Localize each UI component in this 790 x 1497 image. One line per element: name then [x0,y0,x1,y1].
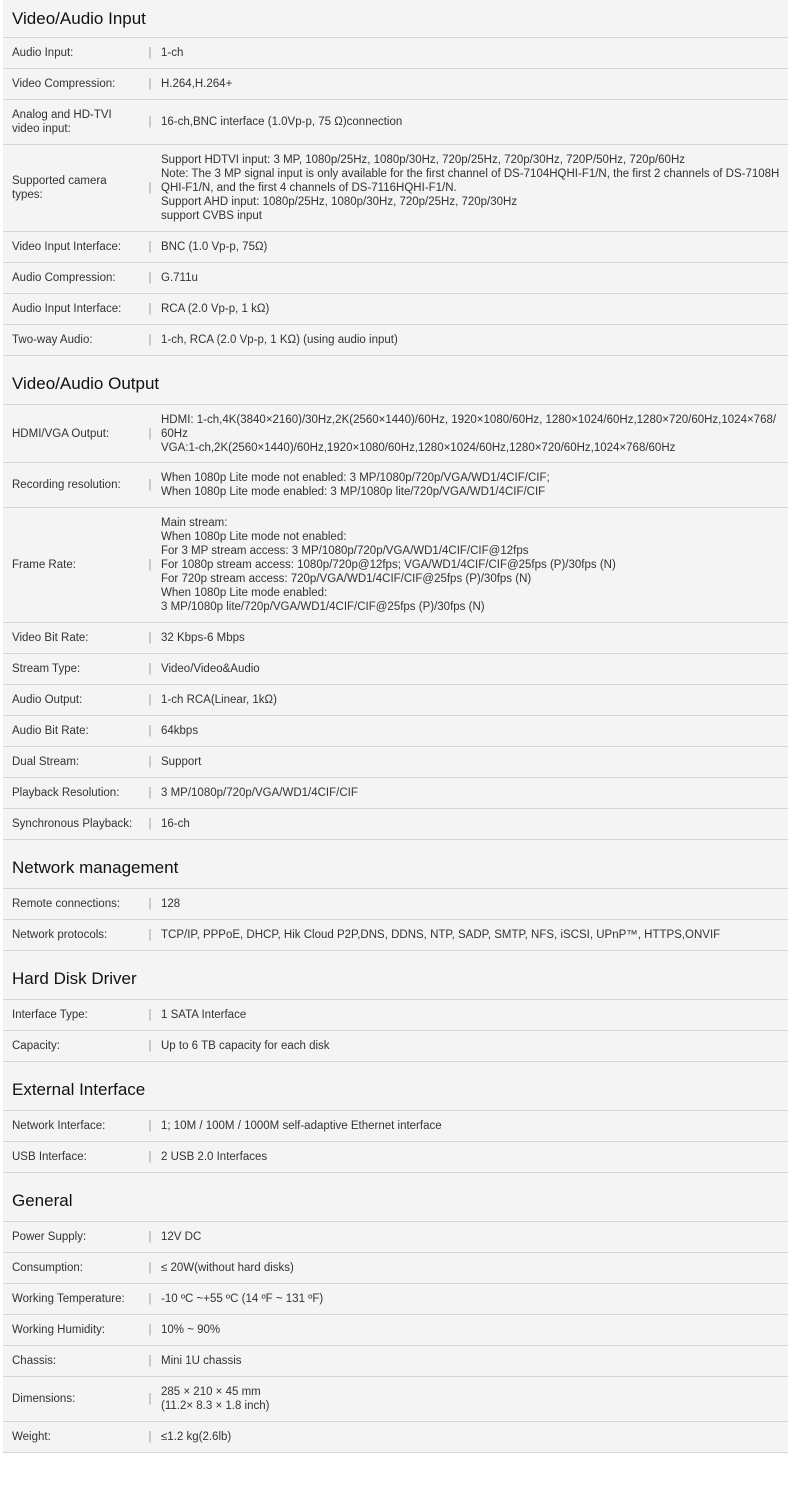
spec-section [3,356,788,840]
spec-label: Recording resolution: [12,479,121,491]
separator: | [148,787,152,799]
separator: | [148,559,152,571]
spec-row [3,1422,788,1453]
spec-value: 1-ch RCA(Linear, 1kΩ) [161,694,277,706]
spec-value: ≤ 20W(without hard disks) [161,1262,294,1274]
separator: | [148,479,152,491]
separator: | [148,1293,152,1305]
separator: | [148,818,152,830]
spec-value: 1-ch, RCA (2.0 Vp-p, 1 KΩ) (using audio input) [161,334,398,346]
spec-row [3,778,788,809]
spec-label: Audio Bit Rate: [12,725,89,737]
spec-row [3,685,788,716]
spec-value: 16-ch [161,818,190,830]
spec-value: Support [161,756,202,768]
spec-row [3,294,788,325]
spec-value: TCP/IP, PPPoE, DHCP, Hik Cloud P2P,DNS, DDNS, NTP, SADP, SMTP, NFS, iSCSI, UPnP™, HTTPS,ONVIF [161,929,721,941]
spec-row [3,1142,788,1173]
separator: | [148,1355,152,1367]
separator: | [148,929,152,941]
spec-label: HDMI/VGA Output: [12,427,110,440]
spec-section [3,840,788,951]
section-title: Video/Audio Output [3,356,788,405]
spec-sheet [3,0,788,1453]
spec-label: Dual Stream: [12,756,80,768]
spec-row [3,38,788,69]
spec-value: 1; 10M / 100M / 1000M self-adaptive Ethernet interface [161,1120,442,1132]
spec-row [3,508,788,623]
spec-label: Network Interface: [12,1120,106,1132]
section-title: External Interface [3,1062,788,1111]
spec-label: Interface Type: [12,1009,88,1021]
separator: | [148,1324,152,1336]
separator: | [148,78,152,90]
spec-value: 10% ~ 90% [161,1324,221,1336]
spec-value: RCA (2.0 Vp-p, 1 kΩ) [161,303,270,315]
spec-row [3,1111,788,1142]
spec-label: Video Bit Rate: [12,632,89,644]
spec-value: Main stream: When 1080p Lite mode not enabled: For 3 MP stream access: 3 MP/1080p/720p/VGA/WD1/4CIF/CIF@12fps For 1080p stream access: 1080p/720p@12fps; VGA/WD1/4CIF/CIF@25fps (P)/30fps (N) For 720p stream access: 720p/VGA/WD1/4CIF/CIF@25fps (P)/30fps (N) When 1080p Lite mode enabled: 3 MP/1080p lite/720p/VGA/WD1/4CIF/CIF@25fps (P)/30fps (N) [161,517,616,613]
spec-section [3,0,788,356]
spec-label: Analog and HD-TVI video input: [12,109,112,135]
spec-row [3,263,788,294]
spec-value: BNC (1.0 Vp-p, 75Ω) [161,241,268,253]
spec-label: Working Temperature: [12,1293,125,1305]
separator: | [148,1120,152,1132]
spec-value: Up to 6 TB capacity for each disk [161,1040,330,1052]
spec-label: Video Input Interface: [12,241,122,253]
spec-label: Network protocols: [12,929,108,941]
spec-value: Mini 1U chassis [161,1355,242,1367]
separator: | [148,1009,152,1021]
spec-row [3,1031,788,1062]
separator: | [148,632,152,644]
spec-label: Playback Resolution: [12,787,120,799]
spec-value: 285 × 210 × 45 mm (11.2× 8.3 × 1.8 inch) [161,1386,270,1412]
spec-value: -10 ºC ~+55 ºC (14 ºF ~ 131 ºF) [161,1293,324,1305]
spec-row [3,1000,788,1031]
spec-value: 1-ch [161,47,184,59]
spec-value: ≤1.2 kg(2.6lb) [161,1431,232,1443]
spec-label: Remote connections: [12,898,121,910]
separator: | [148,756,152,768]
spec-section [3,1062,788,1173]
separator: | [148,1040,152,1052]
separator: | [148,1431,152,1443]
spec-row [3,1222,788,1253]
spec-value: 64kbps [161,725,199,737]
spec-row [3,654,788,685]
spec-value: 3 MP/1080p/720p/VGA/WD1/4CIF/CIF [161,787,358,799]
spec-row [3,920,788,951]
spec-value: Support HDTVI input: 3 MP, 1080p/25Hz, 1080p/30Hz, 720p/25Hz, 720p/30Hz, 720P/50Hz, 720p/60Hz Note: The 3 MP signal input is only available for the first channel of DS-7104HQHI-F1/N, the first 2 channels of DS-7108HQHI-F1/N, and the first 4 channels of DS-7116HQHI-F1/N. Support AHD input: 1080p/25Hz, 1080p/30Hz, 720p/25Hz, 720p/30Hz support CVBS input [161,154,780,222]
separator: | [148,1393,152,1405]
separator: | [148,182,152,194]
separator: | [148,116,152,128]
spec-row [3,1315,788,1346]
spec-row [3,100,788,145]
spec-label: Audio Output: [12,694,83,706]
spec-row [3,1284,788,1315]
separator: | [148,1151,152,1163]
spec-label: Frame Rate: [12,559,76,571]
section-title: General [3,1173,788,1222]
spec-value: 32 Kbps-6 Mbps [161,632,245,644]
spec-label: Working Humidity: [12,1324,106,1336]
separator: | [148,1231,152,1243]
spec-row [3,623,788,654]
spec-label: Audio Input: [12,47,74,59]
spec-value: 16-ch,BNC interface (1.0Vp-p, 75 Ω)connection [161,116,403,128]
separator: | [148,241,152,253]
separator: | [148,272,152,284]
spec-label: Stream Type: [12,663,81,675]
spec-label: Audio Input Interface: [12,303,122,315]
spec-label: USB Interface: [12,1151,87,1163]
spec-row [3,232,788,263]
spec-section [3,951,788,1062]
spec-label: Supported camera types: [12,175,107,201]
separator: | [148,303,152,315]
spec-row [3,889,788,920]
separator: | [148,1262,152,1274]
spec-label: Dimensions: [12,1393,76,1405]
spec-label: Weight: [12,1431,51,1443]
spec-label: Two-way Audio: [12,334,93,346]
spec-label: Synchronous Playback: [12,818,133,830]
section-title: Hard Disk Driver [3,951,788,1000]
spec-row [3,69,788,100]
spec-value: 2 USB 2.0 Interfaces [161,1151,268,1163]
spec-label: Capacity: [12,1040,60,1052]
spec-label: Consumption: [12,1262,83,1274]
spec-row [3,809,788,840]
spec-value: 12V DC [161,1231,202,1243]
spec-label: Video Compression: [12,78,116,90]
separator: | [148,663,152,675]
separator: | [148,898,152,910]
separator: | [148,427,152,440]
separator: | [148,694,152,706]
spec-section [3,1173,788,1453]
spec-row [3,747,788,778]
spec-value: H.264,H.264+ [161,78,233,90]
spec-value: Video/Video&Audio [161,663,260,675]
spec-row [3,1346,788,1377]
spec-label: Audio Compression: [12,272,116,284]
spec-label: Chassis: [12,1355,57,1367]
section-title: Network management [3,840,788,889]
separator: | [148,334,152,346]
spec-row [3,463,788,508]
spec-value: HDMI: 1-ch,4K(3840×2160)/30Hz,2K(2560×1440)/60Hz, 1920×1080/60Hz, 1280×1024/60Hz,1280×720/60Hz,1024×768/60Hz VGA:1-ch,2K(2560×1440)/60Hz,1920×1080/60Hz,1280×1024/60Hz,1280×720/60Hz,1024×768/60Hz [161,413,777,454]
spec-value: 128 [161,898,181,910]
spec-row [3,325,788,356]
spec-row [3,716,788,747]
spec-row [3,1253,788,1284]
separator: | [148,47,152,59]
separator: | [148,725,152,737]
spec-value: When 1080p Lite mode not enabled: 3 MP/1080p/720p/VGA/WD1/4CIF/CIF; When 1080p Lite mode enabled: 3 MP/1080p lite/720p/VGA/WD1/4CIF/CIF [161,472,550,498]
spec-value: 1 SATA Interface [161,1009,247,1021]
section-title: Video/Audio Input [3,0,788,38]
spec-row [3,405,788,463]
spec-label: Power Supply: [12,1231,87,1243]
spec-row [3,145,788,232]
spec-value: G.711u [161,272,198,284]
spec-row [3,1377,788,1422]
